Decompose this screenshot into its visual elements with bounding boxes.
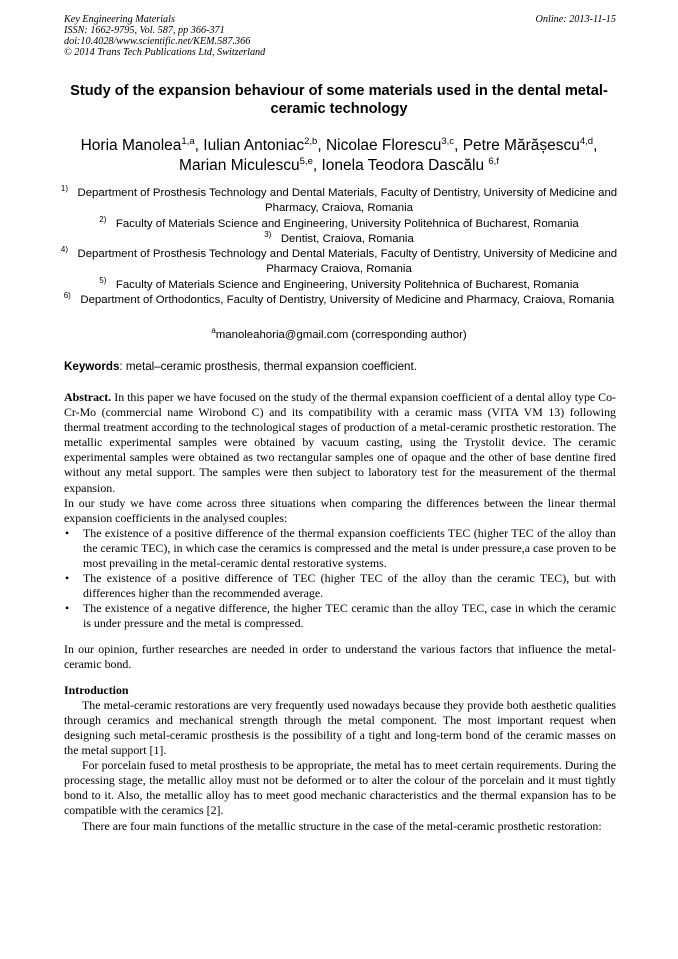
author-name: Iulian Antoniac bbox=[203, 137, 305, 154]
keywords bbox=[64, 360, 616, 373]
affiliation-item bbox=[50, 275, 628, 293]
list-item: • The existence of a positive difference of the thermal expansion coefficients TEC (higher TEC of the alloy than the ceramic TEC), in which case the ceramics is compressed and the metal is under pressure,a case proven to be most prevailing in the metal-ceramic dental restorative systems. bbox=[64, 526, 616, 571]
affiliation-number: 6) bbox=[63, 291, 71, 301]
affiliation-item bbox=[50, 293, 628, 308]
list-item: • The existence of a positive difference of TEC (higher TEC of the alloy than the ceramic TEC), but with differences higher than the recommended average. bbox=[64, 571, 616, 601]
journal-header bbox=[64, 14, 616, 58]
author-superscript: 3,c bbox=[441, 136, 455, 147]
author-superscript: 6,f bbox=[488, 156, 499, 167]
journal-doi: doi:10.4028/www.scientific.net/KEM.587.366 bbox=[64, 36, 251, 47]
paper-title: Study of the expansion behaviour of some materials used in the dental metal-ceramic technology bbox=[70, 83, 608, 117]
online-date: Online: 2013-11-15 bbox=[535, 14, 616, 25]
keywords-text: : metal–ceramic prosthesis, thermal expansion coefficient. bbox=[119, 360, 417, 373]
affiliation-text: Department of Prosthesis Technology and Dental Materials, Faculty of Dentistry, University of Medicine and Pharmacy Craiova, Romania bbox=[77, 248, 618, 276]
abstract-paragraph bbox=[64, 390, 616, 496]
author-superscript: 2,b bbox=[304, 136, 318, 147]
corresponding-email bbox=[50, 326, 628, 341]
abstract-label: Abstract. bbox=[64, 390, 112, 404]
affiliation-text: Dentist, Craiova, Romania bbox=[280, 232, 414, 245]
affiliation-item bbox=[50, 186, 628, 217]
author-name: Horia Manolea bbox=[80, 137, 182, 154]
author-name: Ionela Teodora Dascălu bbox=[321, 157, 485, 174]
journal-name: Key Engineering Materials bbox=[64, 14, 175, 25]
section-heading-introduction: Introduction bbox=[64, 682, 129, 697]
affiliation-item bbox=[50, 214, 628, 232]
journal-issn: ISSN: 1662-9795, Vol. 587, pp 366-371 bbox=[64, 25, 225, 36]
affiliation-number: 1) bbox=[60, 184, 68, 193]
author-name: Petre Mărășescu bbox=[462, 137, 580, 154]
author-name: Marian Miculescu bbox=[179, 157, 300, 174]
affiliation-text: Faculty of Materials Science and Engineering, University Politehnica of Bucharest, Romania bbox=[115, 278, 579, 291]
affiliation-number: 5) bbox=[99, 275, 107, 285]
affiliation-list bbox=[50, 186, 628, 308]
journal-copyright: © 2014 Trans Tech Publications Ltd, Switzerland bbox=[64, 47, 266, 58]
affiliation-item bbox=[50, 229, 628, 247]
affiliation-text: Department of Prosthesis Technology and Dental Materials, Faculty of Dentistry, University of Medicine and Pharmacy, Craiova, Romania bbox=[77, 187, 618, 215]
affiliation-number: 2) bbox=[99, 214, 107, 224]
author-list: Horia Manolea$^{1,a}$, Iulian Antoniac$^{2,b}$, Nicolae Florescu$^{3,c}$, Petre Mărășescu$^{4,d}$, Marian Miculescu$^{5,e}$, Ionela Teodora Dascălu $^{6,f}$ bbox=[80, 136, 598, 174]
affiliation-item bbox=[50, 247, 628, 278]
abstract-bullet-list bbox=[64, 526, 616, 632]
abstract-paragraph-3: In our opinion, further researches are needed in order to understand the various factors that influence the metal-ceramic bond. bbox=[64, 641, 616, 671]
paper-body bbox=[64, 390, 616, 834]
email-text[interactable]: manoleahoria@gmail.com (corresponding author) bbox=[215, 329, 467, 341]
author-superscript: 5,e bbox=[299, 156, 313, 167]
abstract-paragraph-2: In our study we have come across three situations when comparing the differences between the linear thermal expansion coefficients in the analysed couples: bbox=[64, 495, 616, 525]
spacer bbox=[64, 672, 616, 683]
author-superscript: 1,a bbox=[181, 136, 195, 147]
email-superscript: a bbox=[211, 326, 216, 335]
affiliation-text: Faculty of Materials Science and Engineering, University Politehnica of Bucharest, Romania bbox=[115, 217, 579, 230]
intro-paragraph-3: There are four main functions of the metallic structure in the case of the metal-ceramic prosthetic restoration: bbox=[82, 818, 602, 833]
spacer bbox=[64, 632, 616, 642]
affiliation-number: 4) bbox=[60, 245, 68, 255]
author-name: Nicolae Florescu bbox=[325, 137, 442, 154]
intro-paragraph-2: For porcelain fused to metal prosthesis to be appropriate, the metal has to meet certain requirements. During the processing stage, the metallic alloy must not be deformed or to alter the colour of the porcelain and it must tightly bond to it. Also, the metallic alloy has to meet good mechanic characteristics and the thermal expansion has to be compatible with the ceramics [2]. bbox=[64, 758, 616, 818]
list-item: • The existence of a negative difference, the higher TEC ceramic than the alloy TEC, case in which the ceramic is under pressure and the metal is compressed. bbox=[64, 601, 616, 631]
affiliation-number: 3) bbox=[264, 229, 272, 239]
affiliation-text: Department of Orthodontics, Faculty of Dentistry, University of Medicine and Pharmacy, Craiova, Romania bbox=[80, 294, 615, 307]
abstract-text: In this paper we have focused on the study of the thermal expansion coefficient of a dental alloy type Co-Cr-Mo (commercial name Wirobond C) and its compatibility with a ceramic mass (VITA VM 13) following thermal treatment according to the technological stages of production of a metal-ceramic prosthetic restoration. The metallic experimental samples were obtained by vacuum casting, using the Trystolit device. The ceramic experimental samples were obtained as two rectangular samples one of opaque and the other of base dentine fired without any metal support. The samples were then subject to laboratory test for the measurement of the thermal expansion. bbox=[64, 390, 616, 495]
keywords-label: Keywords bbox=[64, 360, 120, 373]
intro-paragraph-1: The metal-ceramic restorations are very frequently used nowadays because they provide both aesthetic qualities through ceramics and mechanical strength through the metal component. The most important request when designing such metal-ceramic prosthesis is the possibility of a tight and long-term bond of the ceramic masses on the metal support [1]. bbox=[64, 697, 616, 758]
author-superscript: 4,d bbox=[579, 136, 594, 147]
